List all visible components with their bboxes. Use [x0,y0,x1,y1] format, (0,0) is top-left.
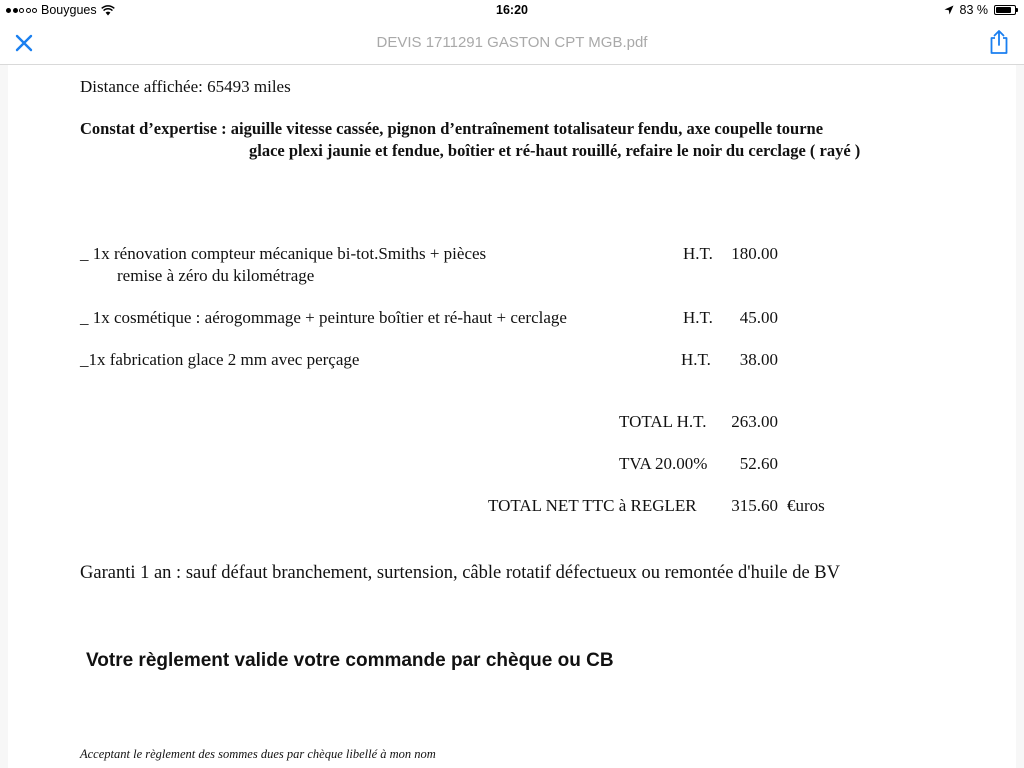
item-1-subline: remise à zéro du kilométrage [117,266,315,285]
total-ht-amount: 263.00 [731,412,778,431]
constat-line-2: glace plexi jaunie et fendue, boîtier et ré-haut rouillé, refaire le noir du cerclage ( rayé ) [249,141,861,160]
battery-percent: 83 % [959,3,988,17]
currency-label: €uros [787,496,825,515]
tva-amount: 52.60 [739,454,778,473]
signal-strength-icon [6,8,37,13]
wifi-icon [101,5,115,16]
battery-icon [994,5,1016,15]
clock: 16:20 [496,3,528,17]
document-title: DEVIS 1711291 GASTON CPT MGB.pdf [376,34,648,51]
distance-line: Distance affichée: 65493 miles [80,77,291,96]
payment-notice: Votre règlement valide votre commande par chèque ou CB [86,650,614,671]
item-1-description: _ 1x rénovation compteur mécanique bi-tot.Smiths + pièces [80,244,487,263]
item-2-ht-label: H.T. [683,308,713,327]
item-3-ht-label: H.T. [681,350,711,369]
item-3-amount: 38.00 [739,350,778,369]
item-1-ht-label: H.T. [683,244,713,263]
carrier-name: Bouygues [41,3,97,17]
status-bar [0,0,1024,22]
total-ht-label: TOTAL H.T. [619,412,707,431]
tva-label: TVA 20.00% [619,454,708,473]
status-right [944,3,1017,17]
item-2-amount: 45.00 [739,308,778,327]
item-1-amount: 180.00 [731,244,778,263]
footer-text: Acceptant le règlement des sommes dues par chèque libellé à mon nom [80,747,436,761]
ttc-label: TOTAL NET TTC à REGLER [488,496,697,515]
ttc-amount: 315.60 [731,496,778,515]
close-icon[interactable] [12,31,36,55]
status-left [6,3,115,17]
constat-line-1: Constat d’expertise : aiguille vitesse cassée, pignon d’entraînement totalisateur fendu, axe coupelle tourne [80,119,824,138]
pdf-page [8,65,1016,768]
item-2-description: _ 1x cosmétique : aérogommage + peinture boîtier et ré-haut + cerclage [80,308,567,327]
pdf-viewer[interactable] [0,65,1024,768]
item-3-description: _1x fabrication glace 2 mm avec perçage [80,350,360,369]
share-icon[interactable] [988,29,1010,55]
nav-bar [0,22,1024,65]
location-arrow-icon [944,5,954,15]
guarantee-text: Garanti 1 an : sauf défaut branchement, surtension, câble rotatif défectueux ou remontée d'huile de BV [80,563,841,583]
